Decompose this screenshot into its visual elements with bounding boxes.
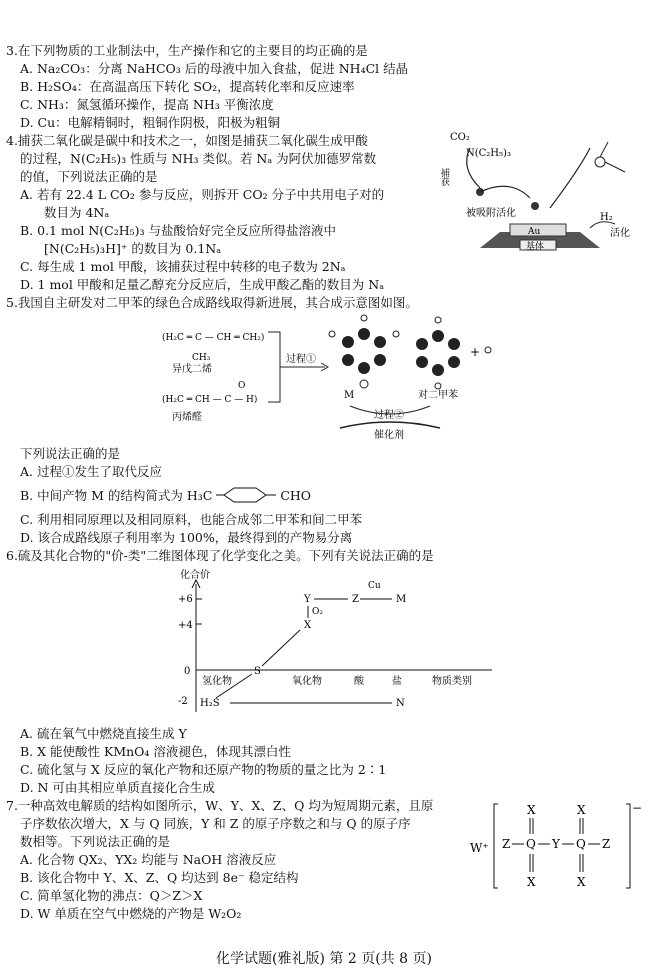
q6-option-c: C. 硫化氢与 X 反应的氧化产物和还原产物的物质的量之比为 2∶1 bbox=[20, 762, 387, 777]
acrolein-label: 丙烯醛 bbox=[172, 412, 202, 423]
isoprene-structure: (H₂C ═ C — CH ═ CH₂) bbox=[162, 333, 265, 343]
plus-sign: + bbox=[470, 345, 481, 359]
q7-option-b: B. 该化合物中 Y、X、Z、Q 均达到 8e⁻ 稳定结构 bbox=[20, 870, 299, 885]
base-label: 基体 bbox=[526, 242, 545, 252]
isoprene-methyl: CH₃ bbox=[192, 353, 211, 363]
xcat-salt: 盐 bbox=[392, 676, 402, 687]
q3-option-c: C. NH₃：氮氢循环操作，提高 NH₃ 平衡浓度 bbox=[20, 97, 274, 112]
capture-label: 捕获 bbox=[439, 168, 449, 186]
ytick-plus6: +6 bbox=[178, 594, 193, 605]
q7-stem-1: 7.一种高效电解质的结构如图所示，W、Y、X、Z、Q 均为短周期元素，且原 bbox=[6, 798, 434, 813]
anion-charge: − bbox=[632, 801, 643, 815]
q3-stem: 3.在下列物质的工业制法中，生产操作和它的主要目的均正确的是 bbox=[6, 43, 368, 58]
step1-label: 过程① bbox=[286, 354, 316, 365]
q7-stem-3: 数相等。下列说法正确的是 bbox=[20, 834, 171, 849]
q6-option-a: A. 硫在氧气中燃烧直接生成 Y bbox=[20, 726, 187, 741]
point-z: Z bbox=[352, 594, 359, 605]
amine-label: N(C₂H₅)₃ bbox=[466, 148, 511, 159]
p-xylene-synthesis-figure bbox=[160, 312, 500, 440]
q5-option-d: D. 该合成路线原子利用率为 100%，最终得到的产物易分离 bbox=[20, 530, 353, 545]
sulfur-valence-class-chart bbox=[170, 566, 500, 716]
benzene-ring-sketch bbox=[216, 487, 276, 503]
ytick-minus2: -2 bbox=[178, 696, 188, 707]
h2-label: H₂ bbox=[600, 212, 613, 223]
atom-y-center: Y bbox=[552, 837, 560, 851]
step2-label: 过程② bbox=[374, 410, 404, 421]
point-m: M bbox=[396, 594, 407, 605]
page-footer: 化学试题(雅礼版) 第 2 页(共 8 页) bbox=[216, 951, 432, 967]
isoprene-label: 异戊二烯 bbox=[172, 364, 212, 375]
q5-option-b-prefix: B. 中间产物 M 的结构简式为 H₃C bbox=[20, 488, 213, 503]
co2-capture-figure bbox=[440, 128, 640, 256]
reactant-bracket bbox=[268, 332, 280, 402]
q4-stem-3: 的值，下列说法正确的是 bbox=[20, 169, 158, 184]
atom-x-br: X bbox=[577, 875, 586, 889]
release-arrow bbox=[550, 148, 590, 208]
q4-option-b-2: [N(C₂H₅)₃H]⁺ 的数目为 0.1Nₐ bbox=[44, 241, 222, 256]
q4-option-a-2: 数目为 4Nₐ bbox=[44, 205, 110, 220]
arrow-s-to-x bbox=[262, 630, 300, 666]
au-label: Au bbox=[528, 227, 541, 237]
q6-option-d: D. N 可由其相应单质直接化合生成 bbox=[20, 780, 215, 795]
p-xylene-model bbox=[416, 317, 460, 389]
q3-option-b: B. H₂SO₄：在高温高压下转化 SO₂，提高转化率和反应速率 bbox=[20, 79, 355, 94]
xcat-oxide: 氧化物 bbox=[292, 676, 322, 687]
q4-option-b-1: B. 0.1 mol N(C₂H₅)₃ 与盐酸恰好完全反应所得盐溶液中 bbox=[20, 223, 336, 238]
acrolein-o: O bbox=[238, 381, 246, 391]
c-atom bbox=[531, 202, 539, 210]
label-o2: O₂ bbox=[312, 607, 323, 617]
q7-stem-2: 子序数依次增大，X 与 Q 同族，Y 和 Z 的原子序数之和与 Q 的原子序 bbox=[20, 816, 411, 831]
right-bracket bbox=[626, 804, 630, 888]
co2-label: CO₂ bbox=[450, 132, 470, 143]
q5-option-b bbox=[20, 487, 311, 504]
point-n: N bbox=[396, 698, 405, 709]
q4-option-d: D. 1 mol 甲酸和足量乙醇充分反应后，生成甲酸乙酯的数目为 Nₐ bbox=[20, 277, 385, 292]
formic-acid-bond bbox=[600, 142, 608, 157]
point-s: S bbox=[254, 666, 261, 677]
product-label: 对二甲苯 bbox=[418, 390, 458, 401]
q5-stem: 5.我国自主研发对二甲苯的绿色合成路线取得新进展，其合成示意图如图。 bbox=[6, 295, 418, 310]
xcat-acid: 酸 bbox=[354, 676, 364, 687]
q7-option-d: D. W 单质在空气中燃烧的产物是 W₂O₂ bbox=[20, 906, 242, 921]
byproduct-water bbox=[485, 347, 491, 353]
q3-option-a: A. Na₂CO₃：分离 NaHCO₃ 后的母液中加入食盐，促进 NH₄Cl 结晶 bbox=[20, 61, 409, 76]
activate-label: 活化 bbox=[610, 228, 630, 239]
label-cu: Cu bbox=[368, 581, 381, 591]
point-y: Y bbox=[304, 594, 311, 605]
electrolyte-structure-figure bbox=[470, 800, 643, 892]
q4-option-a-1: A. 若有 22.4 L CO₂ 参与反应，则拆开 CO₂ 分子中共用电子对的 bbox=[20, 187, 385, 202]
q5-question: 下列说法正确的是 bbox=[20, 446, 121, 461]
chart-xlabel: 物质类别 bbox=[432, 676, 472, 687]
atom-q-left: Q bbox=[526, 837, 536, 851]
chart-ylabel: 化合价 bbox=[180, 570, 210, 581]
intermediate-m-model bbox=[329, 315, 399, 388]
atom-z-left: Z bbox=[502, 837, 511, 851]
catalyst-label: 催化剂 bbox=[374, 430, 404, 441]
ytick-plus4: +4 bbox=[178, 620, 193, 631]
q5-option-c: C. 利用相同原理以及相同原料，也能合成邻二甲苯和间二甲苯 bbox=[20, 512, 363, 527]
q6-stem: 6.硫及其化合物的"价-类"二维图体现了化学变化之美。下列有关说法正确的是 bbox=[6, 548, 434, 563]
ytick-zero: 0 bbox=[184, 666, 191, 677]
q7-option-c: C. 简单氢化物的沸点：Q＞Z＞X bbox=[20, 888, 203, 903]
acrolein-structure: (H₂C ═ CH — C — H) bbox=[162, 395, 258, 405]
point-h2s: H₂S bbox=[200, 698, 220, 709]
atom-z-right: Z bbox=[602, 837, 611, 851]
q7-option-a: A. 化合物 QX₂、YX₂ 均能与 NaOH 溶液反应 bbox=[20, 852, 277, 867]
catalyst-surface bbox=[340, 422, 440, 428]
formic-acid-bond-2 bbox=[605, 162, 625, 172]
q5-option-b-suffix: CHO bbox=[280, 488, 312, 503]
atom-x-tr: X bbox=[577, 803, 586, 817]
adsorb-label: 被吸附活化 bbox=[466, 208, 516, 219]
q5-option-a: A. 过程①发生了取代反应 bbox=[20, 464, 162, 479]
q4-stem-1: 4.捕获二氧化碳是碳中和技术之一，如图是捕获二氧化碳生成甲酸 bbox=[6, 133, 368, 148]
cation-w-label: W⁺ bbox=[470, 841, 489, 855]
xcat-hydride: 氢化物 bbox=[202, 676, 232, 687]
q4-option-c: C. 每生成 1 mol 甲酸，该捕获过程中转移的电子数为 2Nₐ bbox=[20, 259, 346, 274]
m-label: M bbox=[344, 390, 355, 401]
point-x: X bbox=[304, 620, 312, 631]
atom-x-tl: X bbox=[527, 803, 536, 817]
left-bracket bbox=[494, 804, 498, 888]
q6-option-b: B. X 能使酸性 KMnO₄ 溶液褪色，体现其漂白性 bbox=[20, 744, 291, 759]
atom-x-bl: X bbox=[527, 875, 536, 889]
q4-stem-2: 的过程，N(C₂H₅)₃ 性质与 NH₃ 类似。若 Nₐ 为阿伏加德罗常数 bbox=[20, 151, 377, 166]
q3-option-d: D. Cu：电解精铜时，粗铜作阴极，阳极为粗铜 bbox=[20, 115, 281, 130]
atom-q-right: Q bbox=[576, 837, 586, 851]
formic-acid-c bbox=[595, 157, 605, 167]
transfer-arrow bbox=[480, 186, 530, 198]
